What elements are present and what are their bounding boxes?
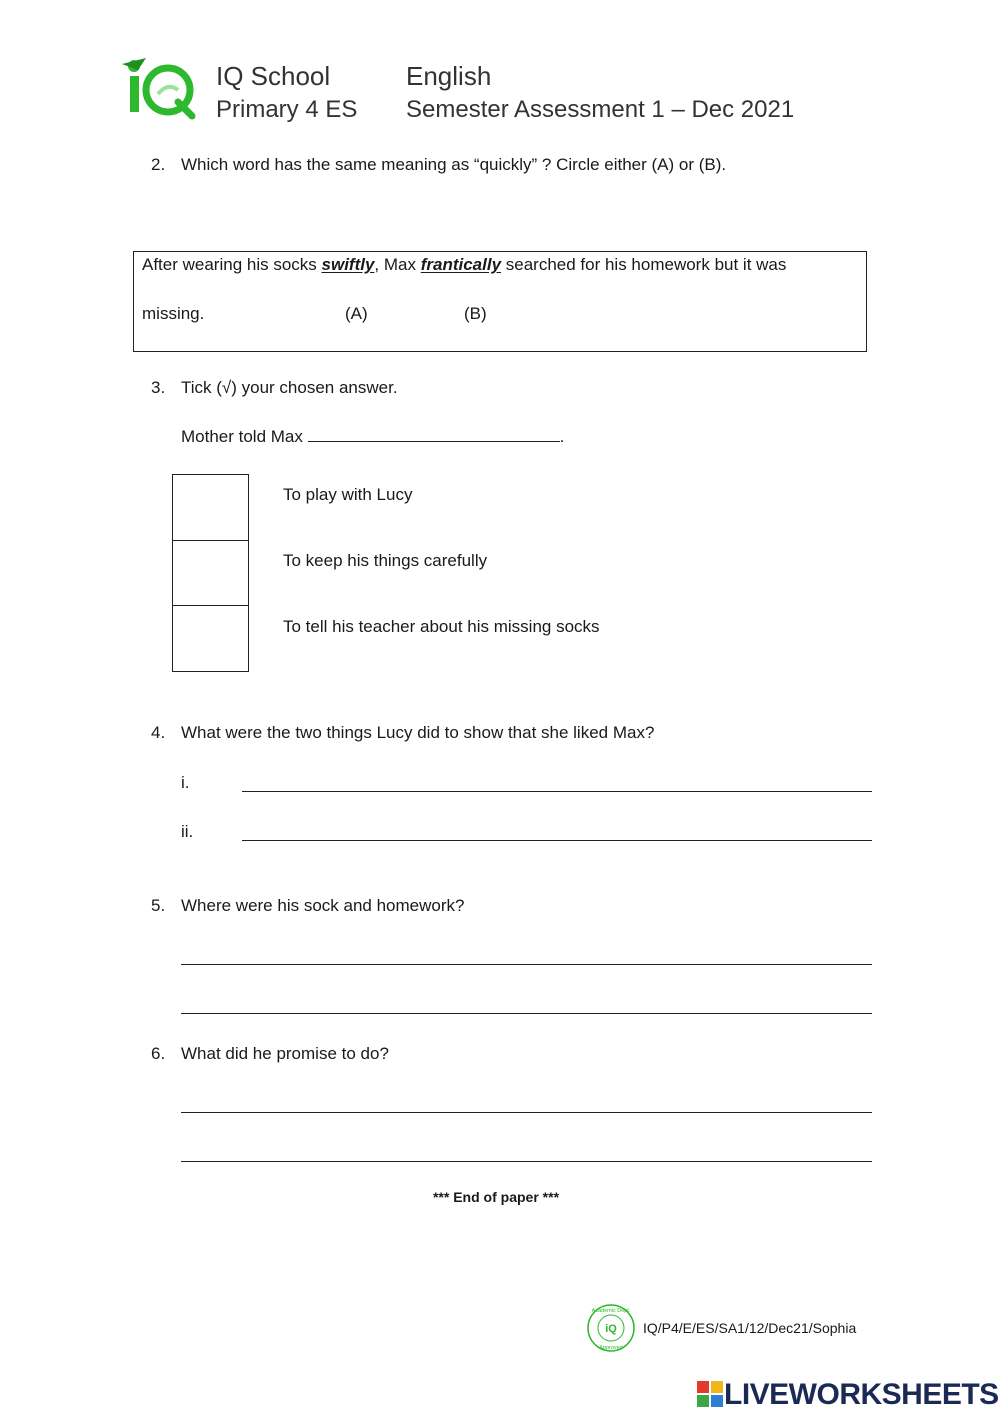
subject-title: English [406, 61, 492, 91]
school-logo [118, 54, 196, 120]
label-a: (A) [345, 304, 368, 323]
q4-answer-line-ii[interactable] [242, 840, 872, 841]
option-2: To keep his things carefully [283, 551, 488, 570]
school-name: IQ School [216, 61, 331, 91]
tick-box-2[interactable] [172, 540, 249, 606]
q5-answer-line-1[interactable] [181, 964, 872, 965]
q3-answer-blank[interactable] [308, 441, 560, 442]
option-1: To play with Lucy [283, 485, 413, 504]
option-3: To tell his teacher about his missing socks [283, 617, 600, 636]
word-a[interactable]: swiftly [321, 255, 375, 274]
end-of-paper: *** End of paper *** [432, 1189, 560, 1205]
stamp-center: iQ [605, 1323, 617, 1335]
q5-answer-line-2[interactable] [181, 1013, 872, 1014]
q6-answer-line-2[interactable] [181, 1161, 872, 1162]
liveworksheets-logo-icon [697, 1381, 723, 1407]
word-b[interactable]: frantically [420, 255, 502, 274]
q2-sentence-line2: missing. [142, 304, 205, 323]
q3-prompt: Mother told Max . [181, 427, 565, 446]
q5-number: 5. [151, 896, 166, 915]
q2-number: 2. [151, 155, 166, 174]
document-code: IQ/P4/E/ES/SA1/12/Dec21/Sophia [643, 1320, 857, 1336]
tick-box-3[interactable] [172, 605, 249, 672]
class-level: Primary 4 ES [216, 96, 358, 123]
q4-number: 4. [151, 723, 166, 742]
q4-answer-line-i[interactable] [242, 791, 872, 792]
q4-text: What were the two things Lucy did to show that she liked Max? [181, 723, 655, 742]
stamp-bottom: Approved [599, 1345, 623, 1351]
q6-text: What did he promise to do? [181, 1044, 389, 1063]
liveworksheets-brand: LIVEWORKSHEETS [724, 1378, 999, 1411]
q6-answer-line-1[interactable] [181, 1112, 872, 1113]
q2-sentence-line1: After wearing his socks swiftly, Max frantically searched for his homework but it was [142, 255, 787, 274]
q4-item-ii: ii. [181, 822, 194, 841]
q4-item-i: i. [181, 773, 190, 792]
q5-text: Where were his sock and homework? [181, 896, 465, 915]
stamp-top: Academic Dept. [591, 1308, 631, 1314]
label-b: (B) [464, 304, 487, 323]
assessment-title: Semester Assessment 1 – Dec 2021 [406, 96, 795, 123]
q3-text: Tick (√) your chosen answer. [181, 378, 398, 397]
q3-number: 3. [151, 378, 166, 397]
approval-stamp [586, 1303, 636, 1353]
tick-box-1[interactable] [172, 474, 249, 541]
q2-text: Which word has the same meaning as “quickly” ? Circle either (A) or (B). [181, 155, 727, 174]
q6-number: 6. [151, 1044, 166, 1063]
